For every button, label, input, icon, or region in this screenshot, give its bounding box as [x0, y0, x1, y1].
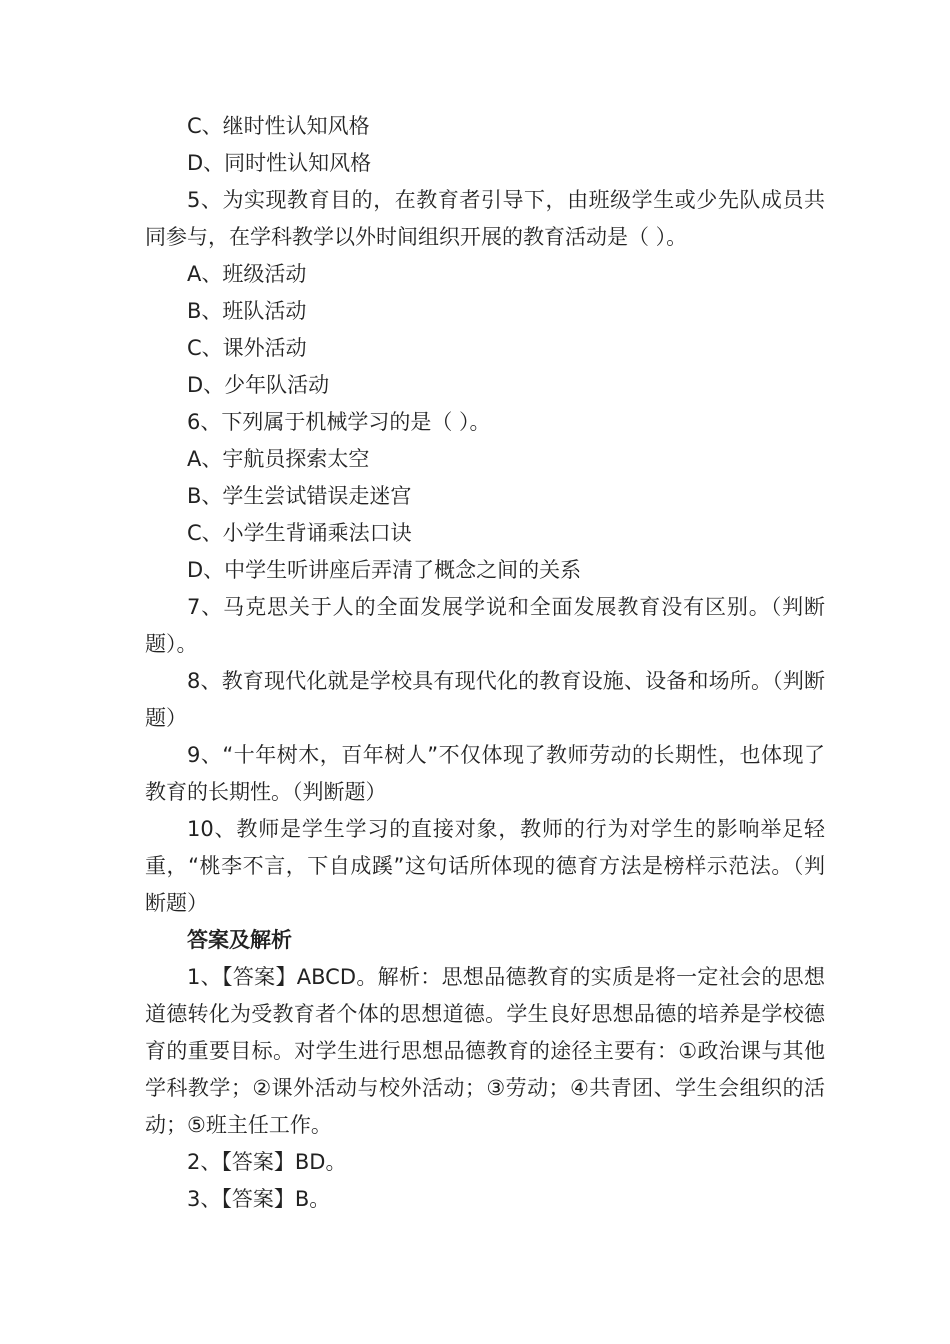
answer-3: 3、【答案】B。 — [187, 1187, 331, 1211]
q4-option-c: C、继时性认知风格 — [187, 114, 370, 138]
q5-option-a: A、班级活动 — [187, 262, 307, 286]
q10-question: 10、教师是学生学习的直接对象，教师的行为对学生的影响举足轻重，“桃李不言，下自成蹊”这句话所体现的德育方法是榜样示范法。（判断题） — [145, 817, 825, 915]
answer-1: 1、【答案】ABCD。解析：思想品德教育的实质是将一定社会的思想道德转化为受教育者个体的思想道德。学生良好思想品德的培养是学校德育的重要目标。对学生进行思想品德教育的途径主要有：①政治课与其他学科教学；②课外活动与校外活动；③劳动；④共青团、学生会组织的活动；⑤班主任工作。 — [145, 965, 825, 1137]
q8-question: 8、教育现代化就是学校具有现代化的教育设施、设备和场所。（判断题） — [145, 669, 825, 730]
q6-option-d: D、中学生听讲座后弄清了概念之间的关系 — [187, 558, 582, 582]
answer-2: 2、【答案】BD。 — [187, 1150, 347, 1174]
q6-option-b: B、学生尝试错误走迷宫 — [187, 484, 412, 508]
document-page — [145, 108, 825, 1218]
q9-question: 9、“十年树木，百年树人”不仅体现了教师劳动的长期性，也体现了教育的长期性。（判断题） — [145, 743, 825, 804]
q4-option-d: D、同时性认知风格 — [187, 151, 372, 175]
q7-question: 7、马克思关于人的全面发展学说和全面发展教育没有区别。（判断题）。 — [145, 595, 825, 656]
q5-question: 5、为实现教育目的，在教育者引导下，由班级学生或少先队成员共同参与，在学科教学以外时间组织开展的教育活动是（ ）。 — [145, 188, 825, 249]
q6-option-a: A、宇航员探索太空 — [187, 447, 370, 471]
q5-option-b: B、班队活动 — [187, 299, 307, 323]
q6-question: 6、下列属于机械学习的是（ ）。 — [187, 410, 491, 434]
q5-option-d: D、少年队活动 — [187, 373, 330, 397]
answers-heading: 答案及解析 — [187, 928, 292, 952]
q6-option-c: C、小学生背诵乘法口诀 — [187, 521, 412, 545]
q5-option-c: C、课外活动 — [187, 336, 307, 360]
